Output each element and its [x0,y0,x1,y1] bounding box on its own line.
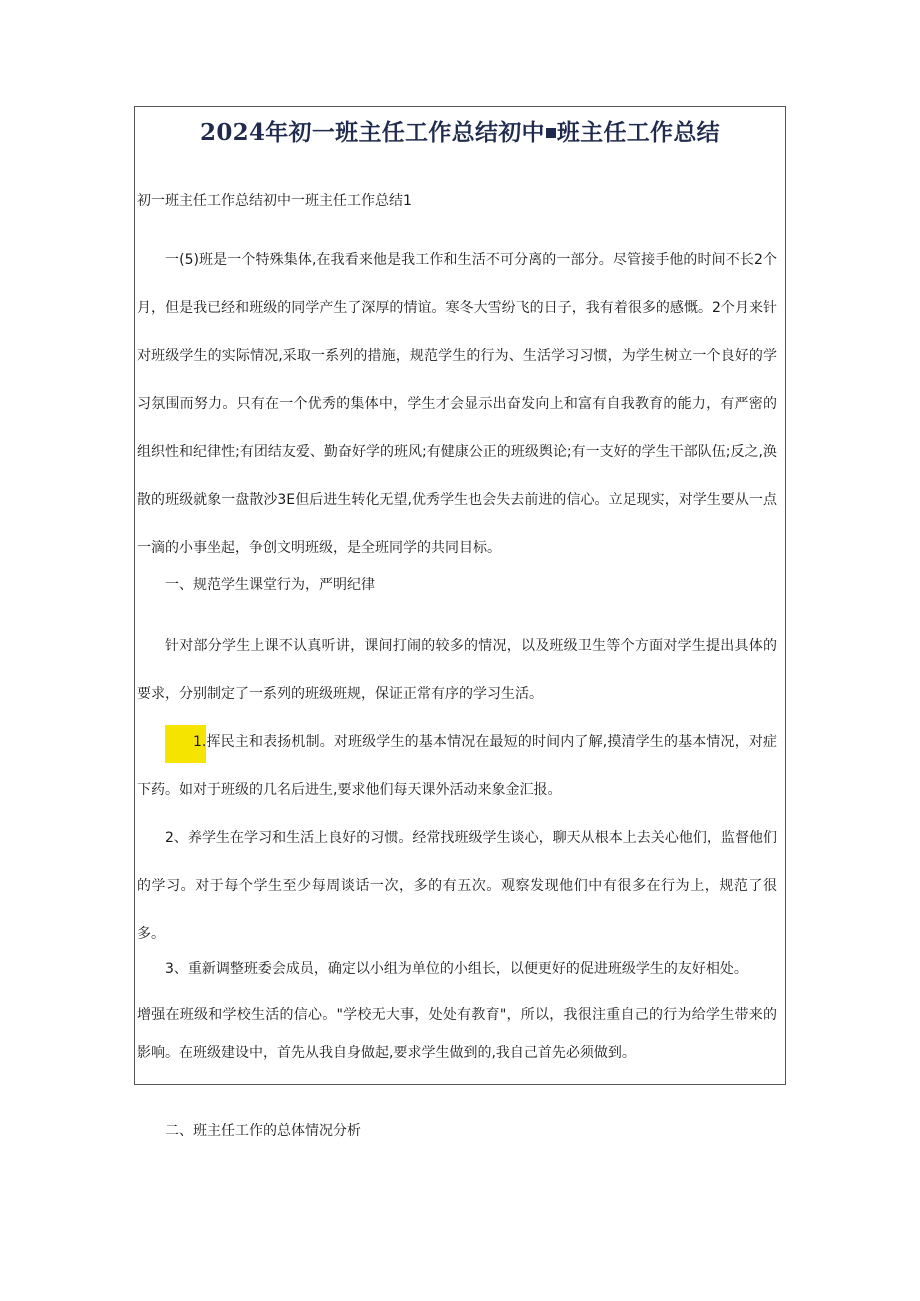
document-title [134,114,786,147]
title-text-part1: 2024年初一班主任工作总结初中 [200,119,545,146]
section2-heading: 二、班主任工作的总体情况分析 [165,1123,361,1139]
list-item-3-first-line: 3、重新调整班委会成员，确定以小组为单位的小组长，以便更好的促进班级学生的友好相处。 [165,961,748,977]
section1-paragraph: 针对部分学生上课不认真听讲，课间打闹的较多的情况，以及班级卫生等个方面对学生提出具体的要求，分别制定了一系列的班级班规，保证正常有序的学习生活。 [137,638,777,702]
intro-paragraph: 一(5)班是一个特殊集体,在我看来他是我工作和生活不可分离的一部分。尽管接手他的时间不长2个月，但是我已经和班级的同学产生了深厚的情谊。寒冬大雪纷飞的日子，我有着很多的感慨。2个月来针对班级学生的实际情况,采取一系列的措施，规范学生的行为、生活学习习惯，为学生树立一个良好的学习氛围而努力。只有在一个优秀的集体中，学生才会显示出奋发向上和富有自我教育的能力，有严密的组织性和纪律性;有团结友爱、勤奋好学的班风;有健康公正的班级舆论;有一支好的学生干部队伍;反之,涣散的班级就象一盘散沙3E但后进生转化无望,优秀学生也会失去前进的信心。立足现实，对学生要从一点一滴的小事坐起，争创文明班级，是全班同学的共同目标。 [137,252,777,556]
item1-text: 挥民主和表扬机制。对班级学生的基本情况在最短的时间内了解,摸清学生的基本情况，对症下药。如对于班级的几名后进生,要求他们每天课外活动来象金汇报。 [137,734,777,798]
title-text-part2: 班主任工作总结 [556,119,720,146]
title-square-mark [546,128,556,138]
item1-number-highlight: 1. [165,725,206,763]
list-item-2: 2、养学生在学习和生活上良好的习惯。经常找班级学生谈心，聊天从根本上去关心他们，监督他们的学习。对于每个学生至少每周谈话一次，多的有五次。观察发现他们中有很多在行为上，规范了很多。 [137,830,777,942]
list-item-3-continuation: 增强在班级和学校生活的信心。"学校无大事，处处有教育"，所以，我很注重自己的行为给学生带来的影响。在班级建设中，首先从我自身做起,要求学生做到的,我自己首先必须做到。 [137,1007,777,1061]
document-subtitle: 初一班主任工作总结初中一班主任工作总结1 [137,193,412,209]
list-item-1 [137,718,777,814]
section1-heading: 一、规范学生课堂行为，严明纪律 [165,577,375,593]
